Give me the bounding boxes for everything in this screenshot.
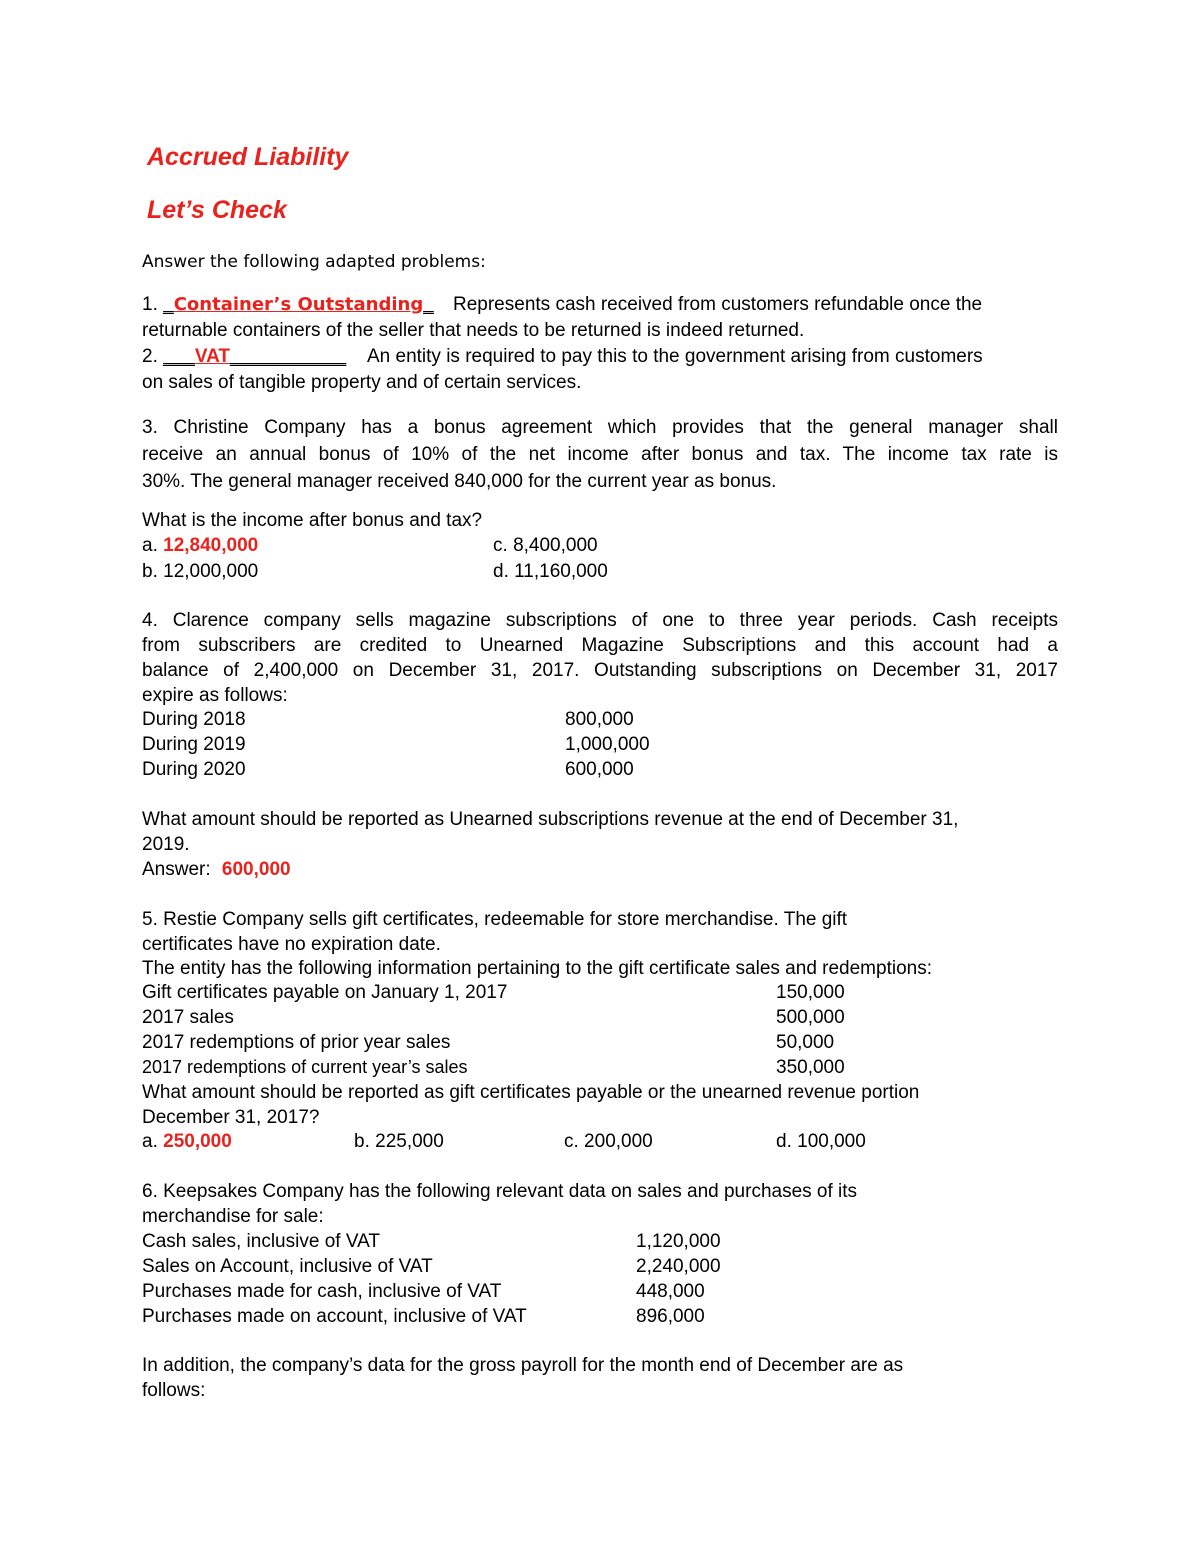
q6-table-value: 1,120,000 — [636, 1231, 721, 1252]
q3-option-b — [142, 559, 258, 584]
q1-blank-left: _ — [163, 294, 174, 315]
q3-line-2: receive an annual bonus of 10% of the net income after bonus and tax. The income tax rate is — [142, 444, 1058, 465]
q2-number: 2. — [142, 346, 164, 367]
q3-option-b-label: b. — [142, 561, 164, 582]
q2-blank-left: ___ — [163, 346, 195, 367]
q4-answer-label: Answer: — [142, 859, 216, 880]
q1-answer: Container’s Outstanding — [173, 294, 424, 315]
q3-line-1: 3. Christine Company has a bonus agreement which provides that the general manager shall — [142, 417, 1058, 438]
q4-table-label: During 2019 — [142, 734, 246, 755]
page-subtitle: Let’s Check — [147, 196, 287, 224]
q5-table-value: 350,000 — [776, 1057, 845, 1078]
question-2-line-1 — [142, 344, 346, 369]
q3-option-d — [493, 559, 608, 584]
q5-option-a — [142, 1129, 232, 1154]
q5-question-line-2: December 31, 2017? — [142, 1107, 320, 1128]
instructions: Answer the following adapted problems: — [142, 252, 486, 272]
q2-text-line-2: on sales of tangible property and of certain services. — [142, 372, 582, 393]
q4-table-value: 600,000 — [565, 759, 634, 780]
q4-table-value: 1,000,000 — [565, 734, 650, 755]
q6-table-label: Purchases made on account, inclusive of VAT — [142, 1306, 527, 1327]
q1-blank-right: _ — [423, 294, 434, 315]
page-title: Accrued Liability — [147, 143, 349, 171]
q4-line-4: expire as follows: — [142, 685, 288, 706]
q3-option-a — [142, 533, 258, 558]
q1-text-line-1: Represents cash received from customers refundable once the — [453, 294, 983, 315]
q6-addition-line-2: follows: — [142, 1380, 206, 1401]
q3-option-b-value: 12,000,000 — [163, 561, 259, 582]
q6-table-value: 2,240,000 — [636, 1256, 721, 1277]
q3-option-d-value: 11,160,000 — [514, 561, 608, 582]
q3-option-a-label: a. — [142, 535, 164, 556]
q6-line-2: merchandise for sale: — [142, 1206, 324, 1227]
q2-text-line-1: An entity is required to pay this to the government arising from customers — [367, 346, 983, 367]
q5-option-b: b. 225,000 — [354, 1131, 444, 1152]
q4-line-1: 4. Clarence company sells magazine subscriptions of one to three year periods. Cash receipts — [142, 610, 1058, 631]
q3-option-c — [493, 533, 598, 558]
q2-answer: VAT — [194, 346, 231, 367]
q5-table-value: 150,000 — [776, 982, 845, 1003]
q4-table-value: 800,000 — [565, 709, 634, 730]
q5-option-a-label: a. — [142, 1131, 164, 1152]
q5-option-c: c. 200,000 — [564, 1131, 653, 1152]
q5-question-line-1: What amount should be reported as gift certificates payable or the unearned revenue portion — [142, 1082, 920, 1103]
q5-line-2: certificates have no expiration date. — [142, 934, 441, 955]
q5-table-label: 2017 sales — [142, 1007, 234, 1028]
q4-line-2: from subscribers are credited to Unearned Magazine Subscriptions and this account had a — [142, 635, 1058, 656]
q6-line-1: 6. Keepsakes Company has the following relevant data on sales and purchases of its — [142, 1181, 858, 1202]
q4-table-label: During 2020 — [142, 759, 246, 780]
q3-option-d-label: d. — [493, 561, 515, 582]
q4-answer-value: 600,000 — [221, 859, 291, 880]
q5-table-label: 2017 redemptions of current year’s sales — [142, 1057, 468, 1077]
q4-table-label: During 2018 — [142, 709, 246, 730]
q4-answer — [142, 857, 291, 882]
q5-table-value: 50,000 — [776, 1032, 835, 1053]
q6-table-label: Purchases made for cash, inclusive of VAT — [142, 1281, 502, 1302]
q5-line-3: The entity has the following information pertaining to the gift certificate sales and redemptions: — [142, 958, 932, 979]
q6-table-label: Sales on Account, inclusive of VAT — [142, 1256, 433, 1277]
q1-text-line-2: returnable containers of the seller that needs to be returned is indeed returned. — [142, 320, 805, 341]
q4-question-line-1: What amount should be reported as Unearned subscriptions revenue at the end of December 31, — [142, 809, 959, 830]
q3-option-c-value: 8,400,000 — [513, 535, 598, 556]
q2-blank-right: ___________ — [230, 346, 347, 367]
q3-line-3: 30%. The general manager received 840,000 for the current year as bonus. — [142, 471, 777, 492]
q6-table-value: 896,000 — [636, 1306, 705, 1327]
q3-option-a-value: 12,840,000 — [163, 535, 259, 556]
q5-line-1: 5. Restie Company sells gift certificates, redeemable for store merchandise. The gift — [142, 909, 848, 930]
q5-table-label: Gift certificates payable on January 1, 2017 — [142, 982, 508, 1003]
q5-table-value: 500,000 — [776, 1007, 845, 1028]
q6-addition-line-1: In addition, the company’s data for the gross payroll for the month end of December are as — [142, 1355, 904, 1376]
q5-option-a-value: 250,000 — [163, 1131, 232, 1152]
q3-option-c-label: c. — [493, 535, 514, 556]
question-1-line-1 — [142, 292, 434, 317]
q4-line-3: balance of 2,400,000 on December 31, 2017. Outstanding subscriptions on December 31, 2017 — [142, 660, 1058, 681]
q4-question-line-2: 2019. — [142, 834, 190, 855]
q6-table-label: Cash sales, inclusive of VAT — [142, 1231, 380, 1252]
q5-option-d: d. 100,000 — [776, 1131, 866, 1152]
q6-table-value: 448,000 — [636, 1281, 705, 1302]
q3-question: What is the income after bonus and tax? — [142, 510, 483, 531]
q1-number: 1. — [142, 294, 164, 315]
q5-table-label: 2017 redemptions of prior year sales — [142, 1032, 451, 1053]
